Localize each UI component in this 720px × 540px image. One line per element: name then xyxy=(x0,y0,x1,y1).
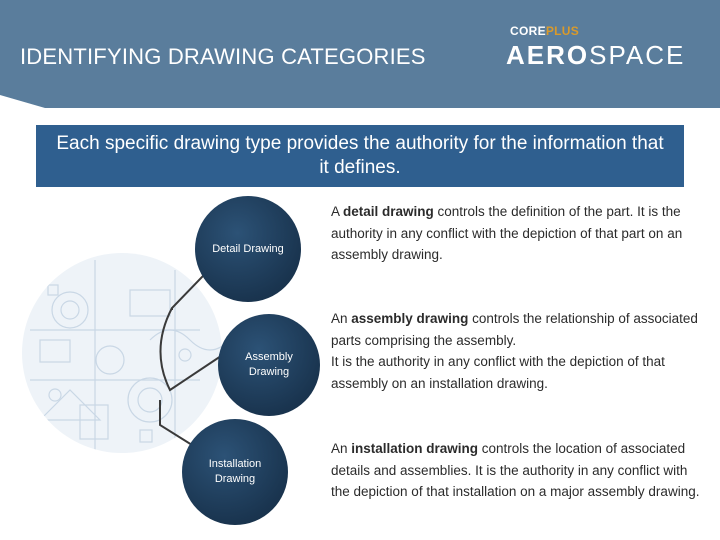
desc-body: controls the definition of the part. It is the authority in any conflict with the depiction of that part on an assembly drawing. xyxy=(331,204,683,262)
desc-term: detail drawing xyxy=(343,204,434,219)
logo-coreplus xyxy=(510,24,579,38)
node-assembly-drawing xyxy=(218,314,320,416)
subtitle-banner xyxy=(36,125,684,187)
desc-body: controls the location of associated details and assemblies. It is the authority in any conflict with the depiction of that installation on a major assembly drawing. xyxy=(331,441,700,499)
description-detail xyxy=(331,201,701,266)
logo-plus-text: PLUS xyxy=(545,24,580,38)
node-label: Detail Drawing xyxy=(212,242,284,255)
desc-body-line2: It is the authority in any conflict with the depiction of that assembly on an installation drawing. xyxy=(331,354,665,391)
logo-space-text: SPACE xyxy=(589,40,686,70)
banner-text: Each specific drawing type provides the authority for the information that it defines. xyxy=(56,133,664,178)
coreplus-aerospace-logo xyxy=(506,24,706,74)
drawing-hierarchy-diagram xyxy=(0,190,330,540)
logo-core-text: CORE xyxy=(510,24,546,38)
slide-title: IDENTIFYING DRAWING CATEGORIES xyxy=(20,44,426,69)
desc-prefix: An xyxy=(331,311,352,326)
node-detail-drawing xyxy=(195,196,301,302)
logo-aero-text: AERO xyxy=(506,40,590,70)
node-label: Assembly Drawing xyxy=(245,351,293,378)
desc-prefix: An xyxy=(331,441,352,456)
description-assembly xyxy=(331,308,701,394)
logo-aerospace xyxy=(506,40,685,71)
desc-body: controls the relationship of associated parts comprising the assembly. xyxy=(331,311,698,348)
desc-term: installation drawing xyxy=(351,441,479,456)
description-installation xyxy=(331,438,701,503)
header-bar xyxy=(0,0,720,108)
desc-term: assembly drawing xyxy=(351,311,469,326)
desc-prefix: A xyxy=(331,204,344,219)
node-label: Installation Drawing xyxy=(208,458,262,485)
node-installation-drawing xyxy=(182,419,288,525)
